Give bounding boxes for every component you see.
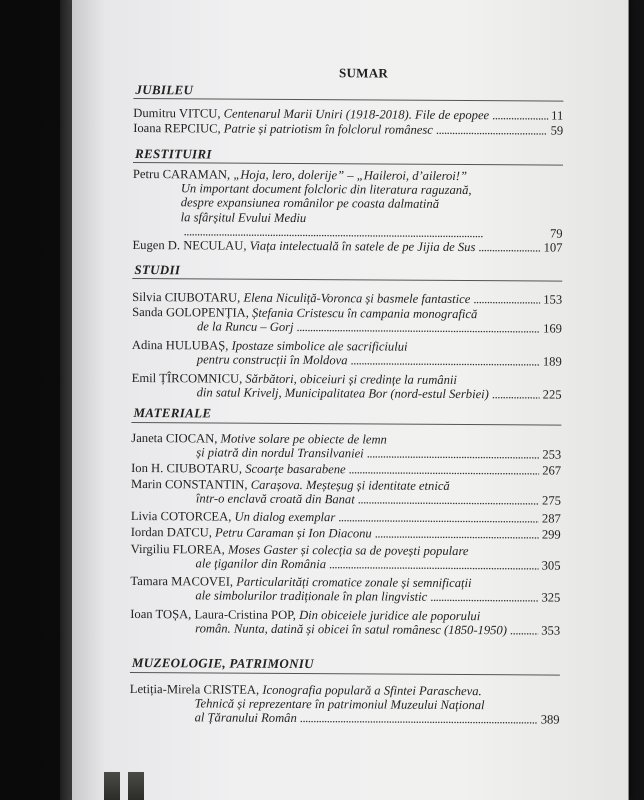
entry-page-number: 353 bbox=[541, 623, 561, 638]
dot-leader bbox=[510, 623, 538, 637]
dot-leader bbox=[492, 108, 548, 123]
toc-entry: Adina HULUBAȘ, Ipostaze simbolice ale sacrificiului pentru construcții în Moldova . . . 189 bbox=[132, 338, 562, 369]
dot-leader bbox=[338, 510, 539, 525]
entry-author: Ioan TOȘA, Laura-Cristina POP bbox=[130, 606, 293, 622]
section-rule bbox=[133, 162, 563, 166]
toc-entry: Tamara MACOVEI, Particularități cromatice zonale și semnificații ale simbolurilor tradiționale în plan lingvistic . . . 325 bbox=[130, 574, 560, 605]
entry-author: Emil ȚÎRCOMNICU bbox=[131, 370, 240, 386]
entry-author: Tamara MACOVEI bbox=[130, 573, 230, 589]
entry-title: Ștefania Cristescu în campania monografică bbox=[252, 305, 478, 322]
dot-leader bbox=[473, 292, 540, 307]
entry-title: Moses Gaster și colecția sa de povești populare bbox=[227, 542, 469, 559]
entry-title: Patrie și patriotism în folclorul românesc bbox=[223, 121, 433, 137]
entry-author: Adina HULUBAȘ bbox=[131, 337, 226, 353]
dot-leader bbox=[349, 462, 540, 477]
entry-page-number: 267 bbox=[542, 463, 562, 478]
bookmark-ribbon bbox=[104, 772, 120, 800]
toc-entry: Dumitru VITCU, Centenarul Marii Uniri (1918-2018). File de epopee . . . 11 bbox=[133, 106, 563, 123]
entry-title: Iconografia populară a Sfintei Parascheva. bbox=[262, 682, 482, 699]
section-rule bbox=[131, 422, 561, 426]
dot-leader bbox=[478, 240, 540, 255]
entry-author: Petru CARAMAN bbox=[132, 166, 228, 182]
entry-page-number: 389 bbox=[540, 712, 560, 727]
dot-leader bbox=[358, 493, 539, 508]
toc-entry: Emil ȚÎRCOMNICU, Sărbători, obiceiuri și credințe la rumânii din satul Krivelj, Municipalitatea Bor (nord-estul Serbiei) . . . 225 bbox=[132, 371, 562, 402]
entry-title: Din obiceiele juridice ale poporului bbox=[299, 608, 481, 624]
toc-entry: Silvia CIUBOTARU, Elena Niculiță-Voronca și basmele fantastice . . . 153 bbox=[132, 290, 562, 307]
entry-title: Scoarțe basarabene bbox=[245, 461, 346, 477]
entry-title: „Hoja, lero, dolerije” – „Haileroi, d’aileroi!” bbox=[233, 167, 468, 184]
section-heading-studii: STUDII bbox=[134, 262, 181, 278]
entry-author: Ion H. CIUBOTARU bbox=[131, 460, 239, 476]
entry-page-number: 59 bbox=[550, 123, 564, 138]
toc-entry: Marin CONSTANTIN, Carașova. Meșteșug și identitate etnică într-o enclavă croată din Banat . . . 275 bbox=[131, 477, 561, 508]
entry-page-number: 299 bbox=[541, 527, 561, 542]
entry-title: Carașova. Meșteșug și identitate etnică bbox=[250, 477, 450, 493]
page-title: SUMAR bbox=[338, 65, 389, 81]
dot-leader bbox=[300, 711, 538, 727]
entry-title: Petru Caraman și Ion Diaconu bbox=[215, 525, 372, 541]
entry-author: Iordan DATCU bbox=[130, 524, 209, 540]
entry-author: Sanda GOLOPENȚIA bbox=[132, 304, 246, 320]
entry-title: Sărbători, obiceiuri și credințe la rumânii bbox=[245, 371, 457, 387]
entry-page-number: 225 bbox=[542, 387, 562, 402]
entry-author: Ioana REPCIUC bbox=[133, 120, 218, 136]
entry-page-number: 253 bbox=[542, 447, 562, 462]
entry-title: Centenarul Marii Uniri (1918-2018). File de epopee bbox=[223, 106, 490, 123]
entry-author: Eugen D. NECULAU bbox=[132, 237, 244, 253]
entry-author: Virgiliu FLOREA bbox=[130, 541, 222, 557]
toc-entry: Eugen D. NECULAU, Viața intelectuală în satele de pe Jijia de Sus . . . 107 bbox=[132, 238, 562, 255]
entry-page-number: 287 bbox=[541, 511, 561, 526]
entry-title: Un dialog exemplar bbox=[234, 509, 336, 525]
entry-title-line: ale țiganilor din România bbox=[195, 556, 327, 572]
entry-title: Particularități cromatice zonale și semnificații bbox=[236, 574, 472, 591]
bookmark-ribbon bbox=[128, 772, 144, 800]
entry-author: Letiția-Mirela CRISTEA bbox=[129, 681, 257, 697]
entry-title-line: într-o enclavă croată din Banat bbox=[195, 491, 355, 507]
entry-page-number: 275 bbox=[542, 493, 561, 508]
dot-leader bbox=[297, 320, 541, 336]
entry-page-number: 189 bbox=[542, 354, 562, 369]
toc-entry: Iordan DATCU, Petru Caraman și Ion Diaconu . . . 299 bbox=[131, 525, 561, 542]
dot-leader bbox=[375, 526, 539, 541]
section-rule bbox=[133, 98, 563, 102]
toc-entry: Janeta CIOCAN, Motive solare pe obiecte de lemn și piatră din nordul Transilvaniei . . . 253 bbox=[131, 431, 561, 462]
entry-title-line: și piatră din nordul Transilvaniei bbox=[196, 445, 364, 461]
toc-entry: Ion H. CIUBOTARU, Scoarțe basarabene . . . 267 bbox=[131, 461, 561, 478]
entry-page-number: 169 bbox=[543, 321, 563, 336]
entry-page-number: 305 bbox=[541, 558, 561, 573]
entry-title-line: Un important document folcloric din literatura raguzană, bbox=[180, 181, 472, 198]
dot-leader bbox=[492, 387, 540, 401]
entry-title-line: ale simbolurilor tradiționale în plan lingvistic bbox=[195, 588, 428, 604]
toc-entry: Petru CARAMAN, „Hoja, lero, dolerije” – „Haileroi, d’aileroi!” Un important document folcloric din literatura raguzană, despre expansiunea românilor pe coasta dalmatină la sfârșitul Evului Mediu . . . 79 bbox=[133, 167, 563, 241]
entry-title-line: din satul Krivelj, Municipalitatea Bor (nord-estul Serbiei) bbox=[196, 385, 489, 402]
section-heading-muzeologie: MUZEOLOGIE, PATRIMONIU bbox=[131, 655, 314, 672]
toc-entry: Ioana REPCIUC, Patrie și patriotism în folclorul românesc . . . 59 bbox=[133, 121, 563, 138]
entry-title-line: Tehnică și reprezentare în patrimoniul Muzeului Național bbox=[194, 696, 485, 713]
entry-title: Ipostaze simbolice ale sacrificiului bbox=[231, 338, 408, 354]
entry-title-line: pentru construcții în Moldova bbox=[196, 352, 348, 368]
section-heading-jubileu: JUBILEU bbox=[135, 82, 194, 98]
entry-page-number: 107 bbox=[543, 240, 563, 255]
entry-author: Livia COTORCEA bbox=[130, 508, 229, 524]
dot-leader bbox=[367, 447, 540, 462]
entry-author: Dumitru VITCU bbox=[133, 105, 218, 121]
toc-entry: Letiția-Mirela CRISTEA, Iconografia populară a Sfintei Parascheva. Tehnică și reprezentare în patrimoniul Muzeului Național al Țăranului Român . . . 389 bbox=[130, 682, 560, 727]
entry-title-line: despre expansiunea românilor pe coasta dalmatină bbox=[180, 195, 440, 212]
entry-page-number: 325 bbox=[541, 590, 561, 605]
entry-title-line: de la Runcu – Gorj bbox=[196, 319, 294, 335]
entry-title: Motive solare pe obiecte de lemn bbox=[220, 431, 387, 447]
entry-title: Elena Niculiță-Voronca și basmele fantastice bbox=[243, 290, 471, 307]
entry-author: Marin CONSTANTIN bbox=[131, 476, 245, 492]
entry-page-number: 11 bbox=[551, 108, 564, 123]
dot-leader bbox=[351, 354, 540, 369]
section-rule bbox=[132, 278, 562, 282]
book-page bbox=[72, 0, 629, 800]
toc-entry: Virgiliu FLOREA, Moses Gaster și colecția sa de povești populare ale țiganilor din România . . . 305 bbox=[131, 542, 561, 573]
entry-author: Silvia CIUBOTARU bbox=[132, 289, 238, 305]
section-rule bbox=[130, 672, 560, 676]
section-heading-materiale: MATERIALE bbox=[133, 405, 212, 421]
entry-title: Viața intelectuală în satele de pe Jijia de Sus bbox=[249, 238, 476, 255]
entry-title-line: al Țăranului Român bbox=[194, 710, 297, 726]
dot-leader bbox=[430, 590, 538, 605]
entry-page-number: 153 bbox=[543, 292, 563, 307]
section-heading-restituiri: RESTITUIRI bbox=[135, 146, 212, 162]
table-of-contents bbox=[129, 0, 594, 727]
toc-entry: Ioan TOȘA, Laura-Cristina POP, Din obiceiele juridice ale poporului român. Nunta, datină și obicei în satul românesc (1850-1950) . . . 353 bbox=[130, 607, 560, 638]
dot-leader bbox=[329, 557, 539, 572]
entry-author: Janeta CIOCAN bbox=[131, 430, 215, 446]
entry-page-number: 79 bbox=[549, 226, 563, 241]
toc-entry: Livia COTORCEA, Un dialog exemplar . . . 287 bbox=[131, 509, 561, 526]
toc-entry: Sanda GOLOPENȚIA, Ștefania Cristescu în campania monografică de la Runcu – Gorj . . . 169 bbox=[132, 305, 562, 336]
entry-title-line: român. Nunta, datină și obicei în satul românesc (1850-1950) bbox=[195, 621, 507, 638]
entry-title-line: la sfârșitul Evului Mediu bbox=[180, 209, 307, 225]
dot-leader bbox=[436, 123, 548, 138]
